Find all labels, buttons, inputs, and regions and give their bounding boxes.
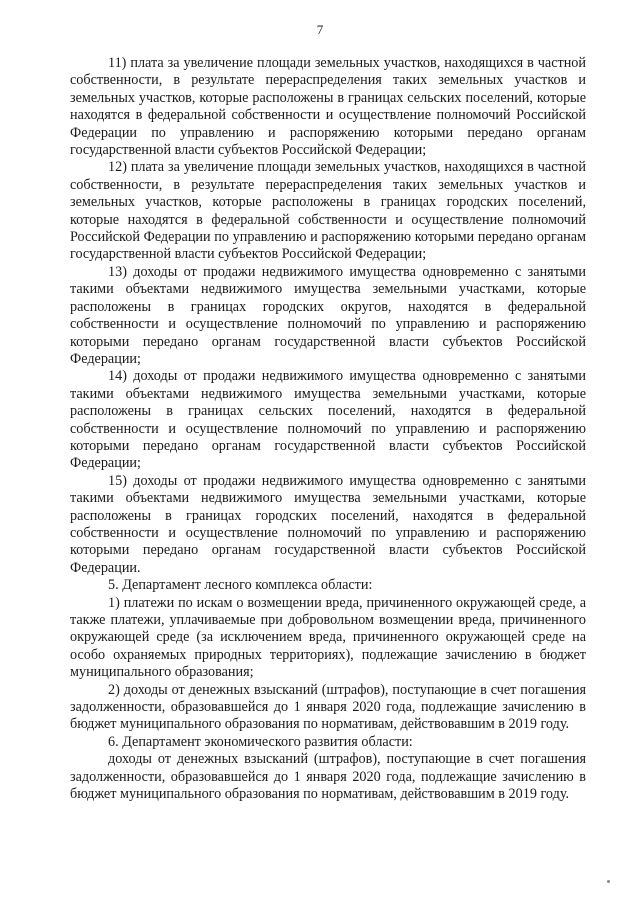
paragraph-item-14: 14) доходы от продажи недвижимого имущества одновременно с занятыми такими объектами недвижимого имущества земельными участками, которые расположены в границах сельских поселений, находятся в федеральной собственности и осуществление полномочий по управлению и распоряжению которыми передано органам государственной власти субъектов Российской Федерации; bbox=[70, 368, 586, 472]
document-body bbox=[70, 55, 586, 803]
paragraph-item-13: 13) доходы от продажи недвижимого имущества одновременно с занятыми такими объектами недвижимого имущества земельными участками, которые расположены в границах городских округов, находятся в федеральной собственности и осуществление полномочий по управлению и распоряжению которыми передано органам государственной власти субъектов Российской Федерации; bbox=[70, 263, 586, 367]
paragraph-economic-item: доходы от денежных взысканий (штрафов), поступающие в счет погашения задолженности, образовавшейся до 1 января 2020 года, подлежащие зачислению в бюджет муниципального образования по нормативам, действовавшим в 2019 году. bbox=[70, 751, 586, 803]
page-number: 7 bbox=[316, 22, 324, 37]
paragraph-item-11: 11) плата за увеличение площади земельных участков, находящихся в частной собственности, в результате перераспределения таких земельных участков и земельных участков, которые расположены в границах сельских поселений, которые находятся в федеральной собственности и осуществление полномочий Российской Федерации по управлению и распоряжению которыми передано органам государственной власти субъектов Российской Федерации; bbox=[70, 55, 586, 159]
scan-speck-mark bbox=[607, 880, 610, 883]
section-heading-forestry-department: 5. Департамент лесного комплекса области: bbox=[108, 577, 373, 594]
paragraph-forestry-item-2: 2) доходы от денежных взысканий (штрафов), поступающие в счет погашения задолженности, образовавшейся до 1 января 2020 года, подлежащие зачислению в бюджет муниципального образования по нормативам, действовавшим в 2019 году. bbox=[70, 681, 586, 733]
paragraph-forestry-item-1: 1) платежи по искам о возмещении вреда, причиненного окружающей среде, а также платежи, уплачиваемые при добровольном возмещении вреда, причиненного окружающей среде (за исключением вреда, причиненного окружающей среде на особо охраняемых природных территориях), подлежащие зачислению в бюджет муниципального образования; bbox=[70, 594, 586, 681]
paragraph-item-12: 12) плата за увеличение площади земельных участков, находящихся в частной собственности, в результате перераспределения таких земельных участков и земельных участков, которые расположены в границах городских поселений, которые находятся в федеральной собственности и осуществление полномочий Российской Федерации по управлению и распоряжению которыми передано органам государственной власти субъектов Российской Федерации; bbox=[70, 159, 586, 263]
section-heading-economic-department: 6. Департамент экономического развития области: bbox=[108, 733, 413, 750]
paragraph-item-15: 15) доходы от продажи недвижимого имущества одновременно с занятыми такими объектами недвижимого имущества земельными участками, которые расположены в границах городских поселений, находятся в федеральной собственности и осуществление полномочий по управлению и распоряжению которыми передано органам государственной власти субъектов Российской Федерации. bbox=[70, 472, 586, 576]
